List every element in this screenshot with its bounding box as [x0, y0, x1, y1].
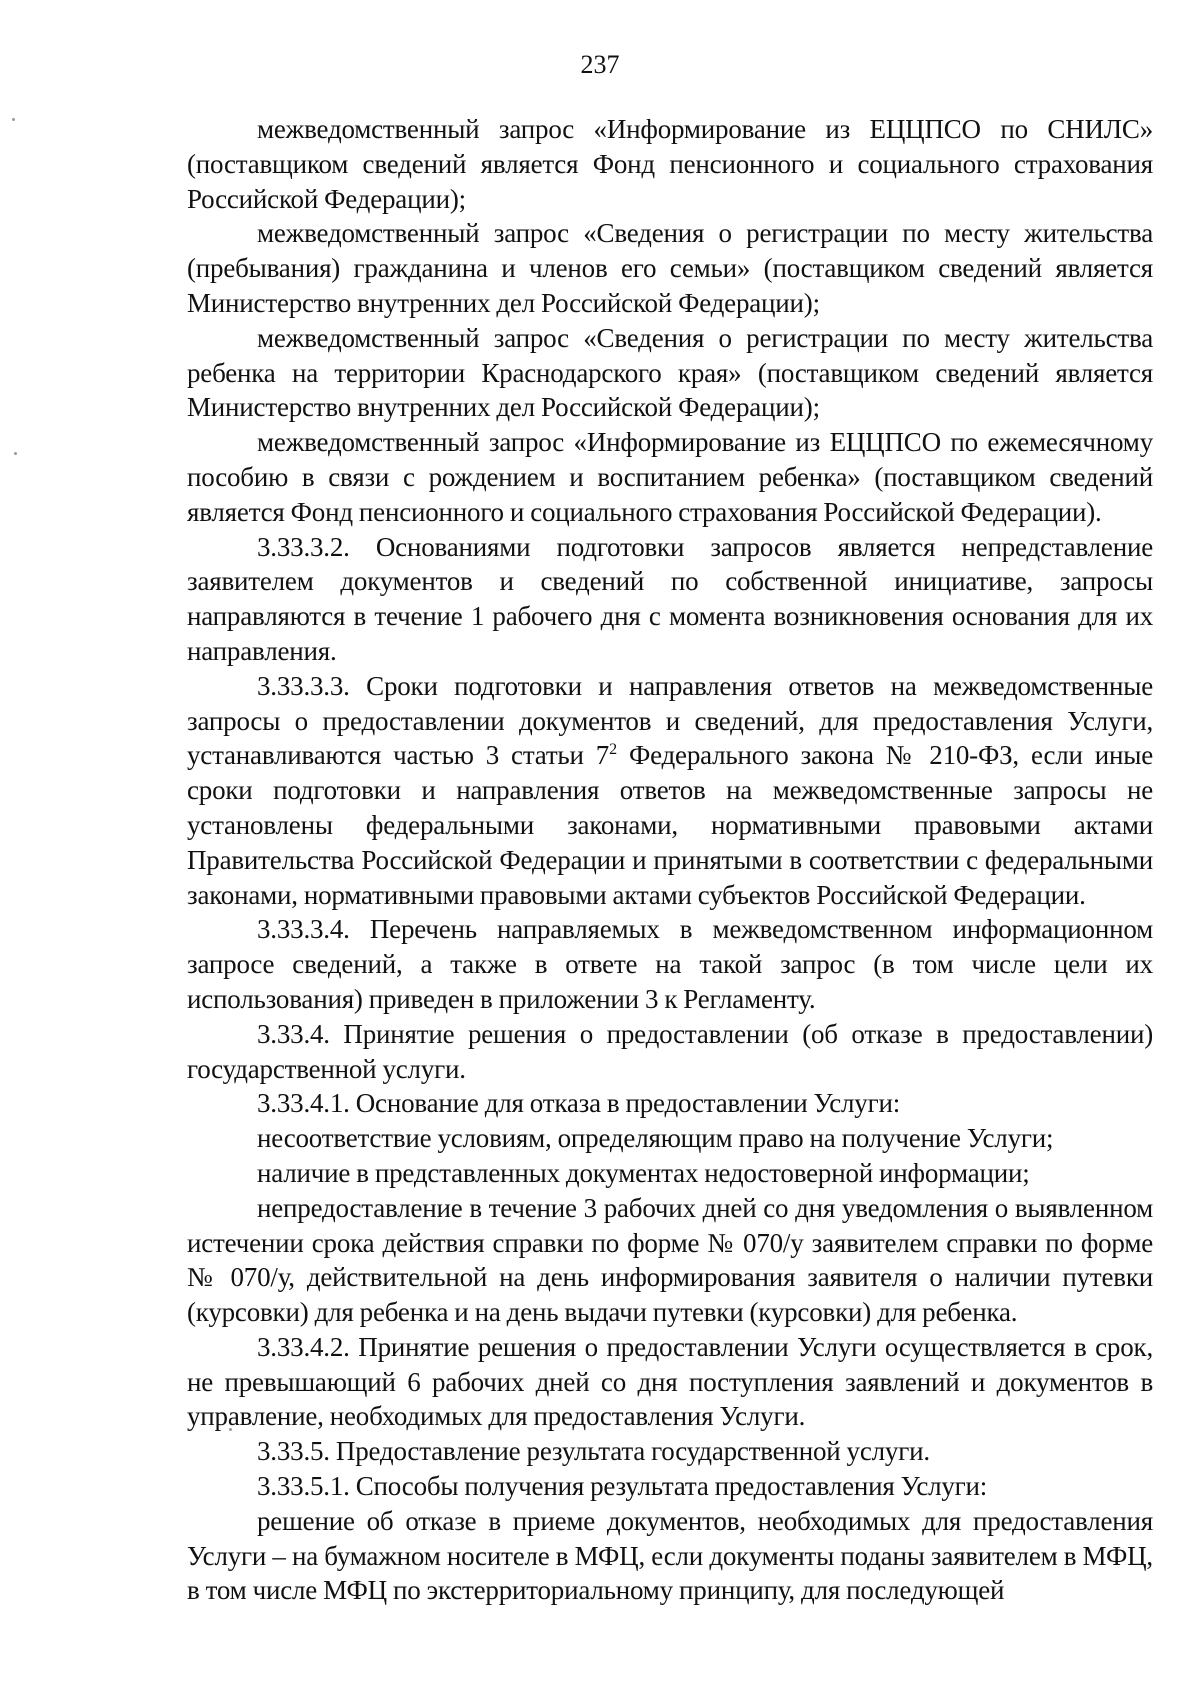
paragraph-3-33-3-3 — [187, 669, 1153, 913]
scan-dot — [12, 118, 15, 121]
paragraph-3-33-5: 3.33.5. Предоставление результата государственной услуги. — [257, 1436, 930, 1467]
paragraph-registration-child-request: межведомственный запрос «Сведения о регистрации по месту жительства ребенка на территории Краснодарского края» (поставщиком сведений является Министерство внутренних дел Российской Федерации); — [187, 322, 1153, 423]
paragraph-refusal-reason-false-info: наличие в представленных документах недостоверной информации; — [257, 1157, 1030, 1188]
document-body — [187, 112, 1153, 1608]
paragraph-refusal-reason-conditions: несоответствие условиям, определяющим право на получение Услуги; — [257, 1123, 1054, 1154]
paragraph-3-33-5-1: 3.33.5.1. Способы получения результата предоставления Услуги: — [257, 1471, 988, 1502]
paragraph-3-33-3-3-before: 3.33.3.3. Сроки подготовки и направления ответов на межведомственные запросы о предоставлении документов и сведений, для предоставления Услуги, устанавливаются частью 3 статьи 7 — [187, 670, 1153, 771]
paragraph-monthly-allowance-request: межведомственный запрос «Информирование из ЕЦЦПСО по ежемесячному пособию в связи с рождением и воспитанием ребенка» (поставщиком сведений является Фонд пенсионного и социального страхования Российской Федерации). — [187, 427, 1153, 527]
superscript-article-number: 2 — [609, 741, 617, 759]
paragraph-3-33-3-2: 3.33.3.2. Основаниями подготовки запросов является непредставление заявителем документов и сведений по собственной инициативе, запросы направляются в течение 1 рабочего дня с момента возникновения основания для их направления. — [187, 531, 1153, 666]
paragraph-3-33-4: 3.33.4. Принятие решения о предоставлении (об отказе в предоставлении) государственной услуги. — [187, 1018, 1153, 1084]
paragraph-3-33-3-4: 3.33.3.4. Перечень направляемых в межведомственном информационном запросе сведений, а также в ответе на такой запрос (в том числе цели их использования) приведен в приложении 3 к Регламенту. — [187, 914, 1153, 1014]
paragraph-registration-family-request: межведомственный запрос «Сведения о регистрации по месту жительства (пребывания) гражданина и членов его семьи» (поставщиком сведений является Министерство внутренних дел Российской Федерации); — [187, 218, 1153, 318]
paragraph-3-33-3-3-after: Федерального закона № 210-ФЗ, если иные сроки подготовки и направления ответов на межведомственные запросы не установлены федеральными законами, нормативными правовыми актами Правительства Российской Федерации и принятыми в соответствии с федеральными законами, нормативными правовыми актами субъектов Российской Федерации. — [187, 740, 1153, 910]
page-number: 237 — [580, 50, 620, 79]
paragraph-refusal-reason-certificate: непредоставление в течение 3 рабочих дней со дня уведомления о выявленном истечении срока действия справки по форме № 070/у заявителем справки по форме № 070/у, действительной на день информирования заявителя о наличии путевки (курсовки) для ребенка и на день выдачи путевки (курсовки) для ребенка. — [187, 1192, 1153, 1328]
scan-dot — [14, 452, 17, 455]
paragraph-3-33-4-1: 3.33.4.1. Основание для отказа в предоставлении Услуги: — [257, 1088, 900, 1119]
paragraph-snils-request: межведомственный запрос «Информирование из ЕЦЦПСО по СНИЛС» (поставщиком сведений является Фонд пенсионного и социального страхования Российской Федерации); — [187, 114, 1153, 214]
paragraph-refusal-decision-delivery: решение об отказе в приеме документов, необходимых для предоставления Услуги – на бумажном носителе в МФЦ, если документы поданы заявителем в МФЦ, в том числе МФЦ по экстерриториальному принципу, для последующей — [187, 1505, 1153, 1606]
paragraph-3-33-4-2: 3.33.4.2. Принятие решения о предоставлении Услуги осуществляется в срок, не превышающий 6 рабочих дней со дня поступления заявлений и документов в управление, необходимых для предоставления Услуги. — [187, 1331, 1153, 1432]
